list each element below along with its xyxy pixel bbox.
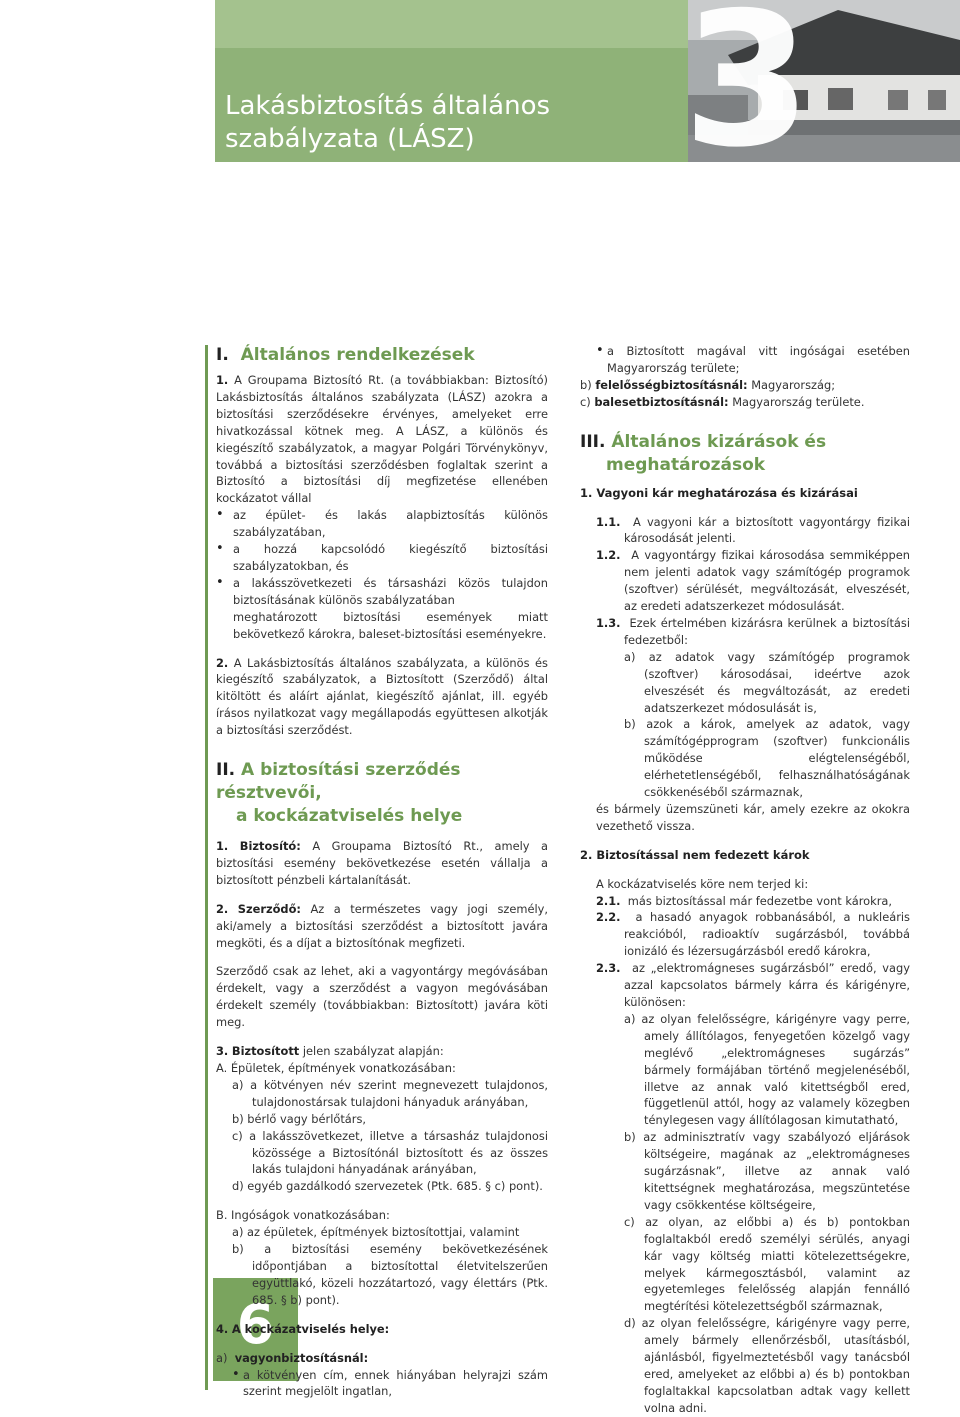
page-title	[225, 90, 675, 156]
list-heading-B: B. Ingóságok vonatkozásában:	[216, 1208, 390, 1223]
list-item: b) azok a károk, amelyek az adatok, vagy számítógépprogram (szoftver) funkcionális működése elégtelenségéből, elérhetetlenségéből, felhasználhatóságának csökkenéséből származnak,	[624, 717, 910, 800]
margin-bar	[205, 345, 208, 1390]
clause-1-3: 1.3. Ezek értelmében kizárásra kerülnek a biztosítási fedezetből:	[596, 615, 910, 647]
left-column	[216, 344, 548, 1400]
paragraph-2: 2. A Lakásbiztosítás általános szabályzata, a különös és kiegészítő szabályzatok, a Biztosított (Szerződő) által kitöltött és aláírt ajánlat, kiegészítő ajánlat, ill. egyéb írásos nyilatkozat vagy megállapodás együttesen alkotják a biztosítási szerződést.	[216, 655, 548, 738]
list-item: d) az olyan felelősségre, kárigényre vagy perre, amely bármely ellenőrzésből, utasításból, ajánlásból, figyelmeztetésből vagy tanácsból ered, amelyeket az előbbi a) és b) pontokban foglaltakkal kapcsolatban adtak vagy kellett volna adni.	[624, 1316, 910, 1415]
bullet-item: • a Biztosított magával vitt ingóságai esetében Magyarország területe;	[596, 343, 910, 377]
clause-2-1: 2.1. más biztosítással már fedezetbe vont károkra,	[596, 893, 893, 908]
right-column	[580, 343, 910, 1417]
section-heading-3: III. Általános kizárások és meghatározások	[580, 431, 827, 475]
section-heading-1: I. Általános rendelkezések	[216, 345, 475, 365]
list-item: c) a lakásszövetkezet, illetve a társasház tulajdonosi közössége a Biztosítónál biztosított és az összes lakás tulajdoni hányadának arányában,	[232, 1128, 548, 1177]
subheading-1: 1. Vagyoni kár meghatározása és kizárásai	[580, 485, 858, 500]
bullet-item: • a hozzá kapcsolódó kiegészítő biztosítási szabályzatokban, és	[216, 541, 548, 575]
bullet-item: • az épület- és lakás alapbiztosítás különös szabályzatában,	[216, 507, 548, 541]
paragraph-contractor: 2. Szerződő: Az a természetes vagy jogi személy, aki/amely a biztosítási szerződést a biztosított javára megköti, és a díjat a biztosítónak megfizeti.	[216, 901, 549, 950]
list-item: a) az olyan felelősségre, kárigényre vagy perre, amely állítólagos, fenyegetően közelgő vagy meglévő „elektromágneses sugárzás” bármely formájában történő megjelenéséből, illetve az annak való kitettségből ered, függetlenül attól, hogy az valamely közegben ténylegesen vagy állítólagosan kimutatható,	[624, 1011, 910, 1128]
title-line-2: szabályzata (LÁSZ)	[225, 124, 475, 154]
paragraph-1: 1. A Groupama Biztosító Rt. (a továbbiakban: Biztosító) Lakásbiztosítás általános szabályzata (LÁSZ) azokra a biztosítási szerződésekre érvényes, amelyeket erre hivatkozással kötnek meg. A LÁSZ, a különös és kiegészítő szabályzatok, a magyar Polgári Törvénykönyv, továbbá a biztosítási szerződésben foglaltak szerint a Biztosító a biztosítási díj megfizetése ellenében kockázatot vállal	[216, 373, 548, 506]
subheading-2: 2. Biztosítással nem fedezett károk	[580, 847, 810, 862]
list-item: c) az olyan, az előbbi a) és b) pontokban foglaltakból eredő személyi sérülés, anyagi kár vagy költség miatti kötelezettségekre, melyek kármegosztásból, valamint az egyetemleges felelősség alapján fennálló megtérítési kötelezettségből származnak,	[624, 1214, 910, 1314]
list-item: b) az adminisztratív vagy szabályozó eljárások költségeire, magának az „elektromágneses sugárzásnak”, illetve az annak való kitettségnek meghatározása, megszüntetése vagy csökkentése költségeire,	[624, 1130, 910, 1212]
list-item: c) balesetbiztosításnál: Magyarország területe.	[580, 394, 865, 409]
bullet-item: • a kötvényen cím, ennek hiányában helyrajzi szám szerint megjelölt ingatlan,	[232, 1367, 548, 1401]
section-heading-2: II. A biztosítási szerződés résztvevői, a kockázatviselés helye	[216, 760, 463, 827]
list-item: a) az adatok vagy számítógép programok (szoftver) károsodásai, ideértve azok elveszését és megváltozását, az eredeti adatszerkezet módosulását is,	[624, 649, 910, 715]
paragraph-risk-place: 4. A kockázatviselés helye:	[216, 1321, 390, 1336]
clause-1-3-after: és bármely üzemszüneti kár, amely ezekre az okokra vezethető vissza.	[596, 801, 910, 833]
list-item: a) a kötvényen név szerint megnevezett tulajdonos, tulajdonostársak tulajdoni hányaduk arányában,	[232, 1077, 548, 1109]
header-left-strip	[0, 0, 215, 162]
clause-1-1: 1.1. A vagyoni kár a biztosított vagyontárgy fizikai károsodását jelenti.	[596, 514, 910, 546]
bullet-item: • a lakásszövetkezeti és társasházi közös tulajdon biztosításának különös szabályzatában	[216, 575, 548, 609]
page-number: 6	[236, 1293, 275, 1356]
list-item: a) az épületek, építmények biztosítottjai, valamint	[232, 1225, 520, 1240]
clause-2-3: 2.3. az „elektromágneses sugárzásból” eredő, vagy azzal kapcsolatos bármely kárra és kárigényre, különösen:	[596, 961, 910, 1009]
list-item: d) egyéb gazdálkodó szervezetek (Ptk. 685. § c) pont).	[232, 1179, 543, 1194]
clause-2-2: 2.2. a hasadó anyagok robbanásából, a nukleáris reakcióból, radioaktív sugárzásból, továbbá ionizáló és lézersugárzásból eredő károkra,	[596, 910, 910, 959]
paragraph-contractor-extra: Szerződő csak az lehet, aki a vagyontárgy megóvásában érdekelt, vagy a szerződést a vagyon megóvásában érdekelt személy (továbbiakban: Biztosított) javára köti meg.	[216, 964, 548, 1030]
title-line-1: Lakásbiztosítás általános	[225, 91, 551, 121]
list-item: b) felelősségbiztosításnál: Magyarország;	[580, 377, 836, 392]
paragraph-insured: 3. Biztosított jelen szabályzat alapján:	[216, 1044, 444, 1059]
list-item: a) vagyonbiztosításnál:	[216, 1350, 369, 1365]
list-item: b) a biztosítási esemény bekövetkezésének időpontjában a biztosítottal életvitelszerűen együttlakó, közeli hozzátartozó, vagy élettárs (Ptk. 685. § b) pont).	[232, 1242, 548, 1307]
paragraph-intro: A kockázatviselés köre nem terjed ki:	[596, 876, 809, 891]
chapter-number: 3	[682, 0, 812, 188]
list-heading-A: A. Épületek, építmények vonatkozásában:	[216, 1061, 456, 1075]
clause-1-2: 1.2. A vagyontárgy fizikai károsodása semmiképpen nem jelenti adatok vagy számítógép programok (szoftver) sérülését, megváltozását, elveszését, az eredeti adatszerkezet módosulását.	[596, 548, 910, 614]
paragraph-insurer: 1. Biztosító: A Groupama Biztosító Rt., amely a biztosítási esemény bekövetkezése esetén vállalja a biztosított pénzbeli kártalanítását.	[216, 839, 548, 887]
paragraph-1-after: meghatározott biztosítási események miatt bekövetkező károkra, baleset-biztosítási eseményekre.	[233, 609, 548, 641]
list-item: b) bérlő vagy bérlőtárs,	[232, 1111, 367, 1126]
